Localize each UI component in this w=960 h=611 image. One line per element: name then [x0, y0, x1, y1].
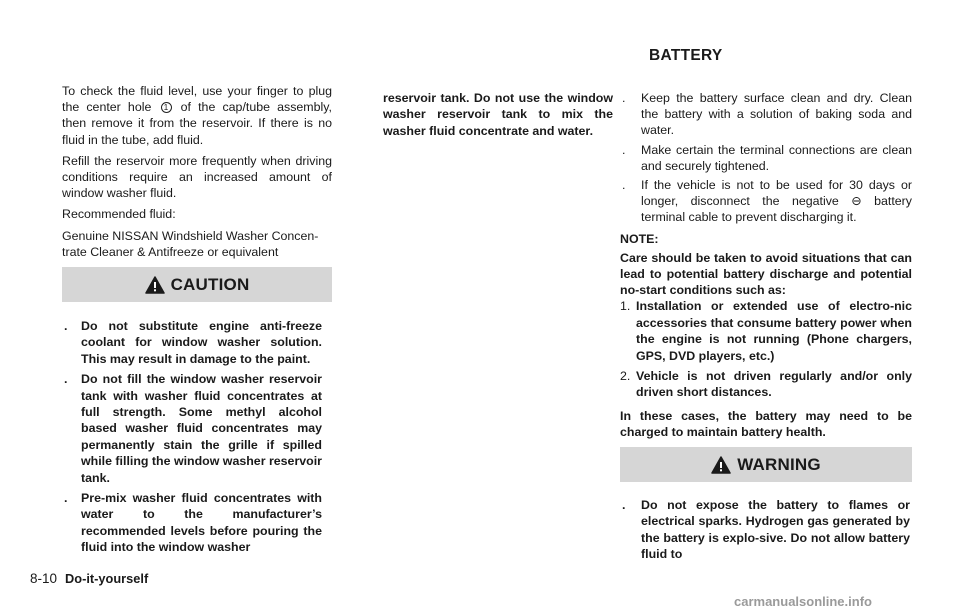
warning-list	[620, 497, 910, 563]
bullet-icon: .	[64, 491, 68, 506]
paragraph-check-fluid	[62, 83, 332, 148]
note-label: NOTE:	[620, 231, 659, 246]
caution-header	[62, 267, 332, 302]
middle-column	[383, 90, 613, 139]
numbered-item	[620, 298, 912, 364]
right-column	[620, 90, 912, 440]
bullet-icon: .	[622, 142, 626, 157]
battery-bullet-text: Make certain the terminal connections are clean and securely tightened.	[641, 142, 912, 173]
closing-text: In these cases, the battery may need to be charged to maintain battery health.	[620, 408, 912, 440]
note-text: Care should be taken to avoid situations that can lead to potential battery discharge and potential no-start conditions such as:	[620, 250, 912, 298]
paragraph-genuine-fluid: Genuine NISSAN Windshield Washer Concen-trate Cleaner & Antifreeze or equivalent	[62, 228, 319, 259]
bullet-icon: .	[622, 91, 626, 105]
bullet-icon: .	[622, 498, 626, 512]
footer-section-name: Do-it-yourself	[65, 571, 149, 586]
caution-item	[62, 371, 322, 486]
caution-item	[62, 318, 322, 367]
warning-triangle-icon	[145, 276, 165, 294]
battery-bullet-text: Keep the battery surface clean and dry. Clean the battery with a solution of baking soda and water.	[641, 91, 912, 138]
battery-bullet	[620, 177, 912, 226]
battery-bullet-text: battery terminal cable to prevent discharging it.	[641, 194, 912, 225]
numbered-item-text: Installation or extended use of electro-nic accessories that consume battery power when the engine is not running (Phone chargers, GPS, DVD players, etc.)	[636, 299, 912, 363]
left-column	[62, 83, 332, 260]
bullet-icon: .	[64, 372, 68, 387]
caution-item-text: Pre-mix washer fluid concentrates with water to the manufacturer’s recommended levels before pouring the fluid into the window washer	[81, 491, 322, 555]
numbered-item-text: Vehicle is not driven regularly and/or only driven short distances.	[636, 369, 912, 400]
battery-bullet-text: If the vehicle is not to be used for 30 days or longer, disconnect the negative	[641, 178, 912, 209]
negative-terminal-icon: ⊖	[851, 194, 862, 209]
bullet-icon: .	[622, 178, 626, 193]
paragraph-recommended: Recommended fluid:	[62, 207, 176, 222]
warning-title: WARNING	[737, 454, 821, 474]
warning-item	[620, 497, 910, 563]
caution-continued-text: reservoir tank. Do not use the window washer reservoir tank to mix the washer fluid concentrate and water.	[383, 91, 613, 138]
callout-1-icon: 1	[161, 102, 172, 113]
paragraph-refill: Refill the reservoir more frequently when driving conditions require an increased amount of window washer fluid.	[62, 153, 332, 201]
caution-item-text: Do not substitute engine anti-freeze coolant for window washer solution. This may result in damage to the paint.	[81, 319, 322, 366]
check-fluid-text-a: To check the fluid level, use your finger to plug the center hole	[62, 84, 332, 115]
item-number: 1.	[620, 299, 631, 314]
numbered-item	[620, 368, 912, 401]
bullet-icon: .	[64, 319, 68, 333]
battery-bullet	[620, 142, 912, 174]
caution-item	[62, 490, 322, 556]
watermark: carmanualsonline.info	[734, 594, 872, 609]
warning-triangle-icon	[711, 456, 731, 474]
battery-bullet	[620, 90, 912, 139]
warning-header	[620, 447, 912, 482]
page-number: 8-10	[30, 571, 58, 586]
page-footer	[30, 571, 148, 586]
item-number: 2.	[620, 369, 631, 384]
caution-title: CAUTION	[170, 274, 250, 294]
section-title-battery: BATTERY	[649, 47, 723, 64]
check-fluid-text-b: of the cap/tube assembly, then remove it from the reservoir. If there is no fluid in the tube, add fluid.	[62, 100, 332, 147]
warning-item-text: Do not expose the battery to flames or electrical sparks. Hydrogen gas generated by the battery is explo-sive. Do not allow battery fluid to	[641, 498, 910, 562]
caution-item-text: Do not fill the window washer reservoir tank with washer fluid concentrates at full strength. Some methyl alcohol based washer fluid concentrates may permanently stain the grille if spilled while filling the window washer reservoir tank.	[81, 372, 322, 485]
caution-list	[62, 318, 322, 556]
